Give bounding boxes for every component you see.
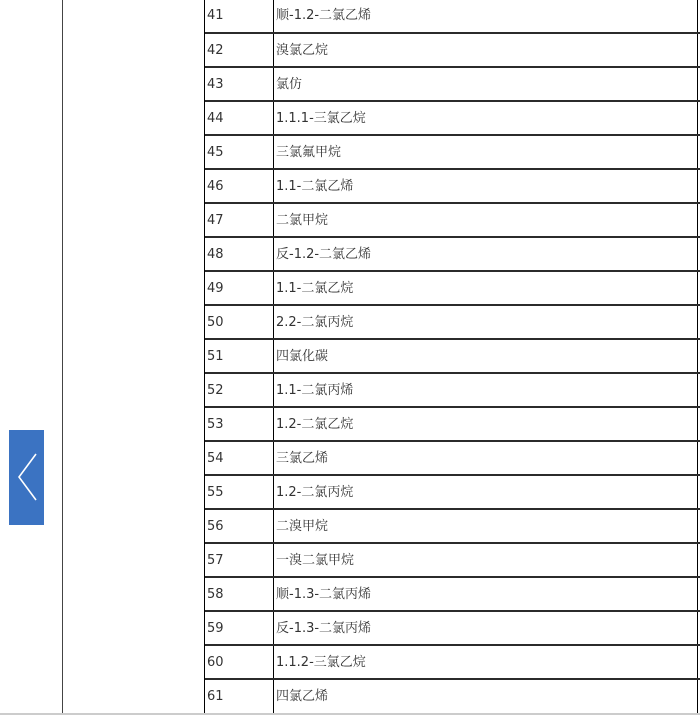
row-number: 59 (207, 621, 224, 636)
row-number: 49 (207, 281, 224, 296)
compound-name: 1.2-二氯丙烷 (276, 485, 354, 500)
compound-name: 四氯化碳 (276, 349, 329, 364)
row-number: 45 (207, 145, 224, 160)
table-row (205, 170, 700, 204)
table-left-border (62, 0, 63, 715)
row-number: 50 (207, 315, 224, 330)
table-row (205, 612, 700, 646)
row-number: 47 (207, 213, 224, 228)
compound-name: 1.1-二氯乙烷 (276, 281, 354, 296)
row-number: 41 (207, 8, 224, 23)
row-number: 48 (207, 247, 224, 262)
back-button[interactable] (9, 430, 44, 525)
chevron-left-icon (9, 430, 44, 525)
compound-name: 1.1.2-三氯乙烷 (276, 655, 366, 670)
compound-name: 顺-1.3-二氯丙烯 (276, 587, 372, 602)
table-row (205, 68, 700, 102)
row-number: 57 (207, 553, 224, 568)
row-number: 55 (207, 485, 224, 500)
compound-name: 一溴二氯甲烷 (276, 553, 355, 568)
compound-name: 反-1.2-二氯乙烯 (276, 247, 372, 262)
compound-name: 1.1.1-三氯乙烷 (276, 111, 366, 126)
row-number: 56 (207, 519, 224, 534)
table-row (205, 578, 700, 612)
table-row (205, 340, 700, 374)
compound-name: 反-1.3-二氯丙烯 (276, 621, 372, 636)
row-number: 58 (207, 587, 224, 602)
compound-name: 顺-1.2-二氯乙烯 (276, 8, 372, 23)
compound-name: 三氯氟甲烷 (276, 145, 342, 160)
table-row (205, 102, 700, 136)
compound-name: 1.1-二氯乙烯 (276, 179, 354, 194)
row-number: 60 (207, 655, 224, 670)
table-row (205, 136, 700, 170)
row-number: 44 (207, 111, 224, 126)
table-row (205, 408, 700, 442)
compound-name: 三氯乙烯 (276, 451, 329, 466)
table-row (205, 204, 700, 238)
row-number: 61 (207, 689, 224, 704)
row-number: 43 (207, 77, 224, 92)
row-number: 51 (207, 349, 224, 364)
compound-name: 1.1-二氯丙烯 (276, 383, 354, 398)
row-number: 42 (207, 43, 224, 58)
compound-name: 氯仿 (276, 77, 303, 92)
table-row (205, 476, 700, 510)
table-row (205, 0, 700, 34)
table-row (205, 544, 700, 578)
table-row (205, 374, 700, 408)
table-row (205, 442, 700, 476)
table-row (205, 306, 700, 340)
compound-name: 2.2-二氯丙烷 (276, 315, 354, 330)
compound-name: 溴氯乙烷 (276, 43, 329, 58)
compound-name: 1.2-二氯乙烷 (276, 417, 354, 432)
row-number: 46 (207, 179, 224, 194)
table-row (205, 646, 700, 680)
row-number: 54 (207, 451, 224, 466)
compound-name: 四氯乙烯 (276, 689, 329, 704)
row-number: 52 (207, 383, 224, 398)
table-row (205, 238, 700, 272)
table-row (205, 680, 700, 714)
row-number: 53 (207, 417, 224, 432)
table-row (205, 510, 700, 544)
compound-name: 二氯甲烷 (276, 213, 329, 228)
compound-name: 二溴甲烷 (276, 519, 329, 534)
table-row (205, 272, 700, 306)
table-row (205, 34, 700, 68)
